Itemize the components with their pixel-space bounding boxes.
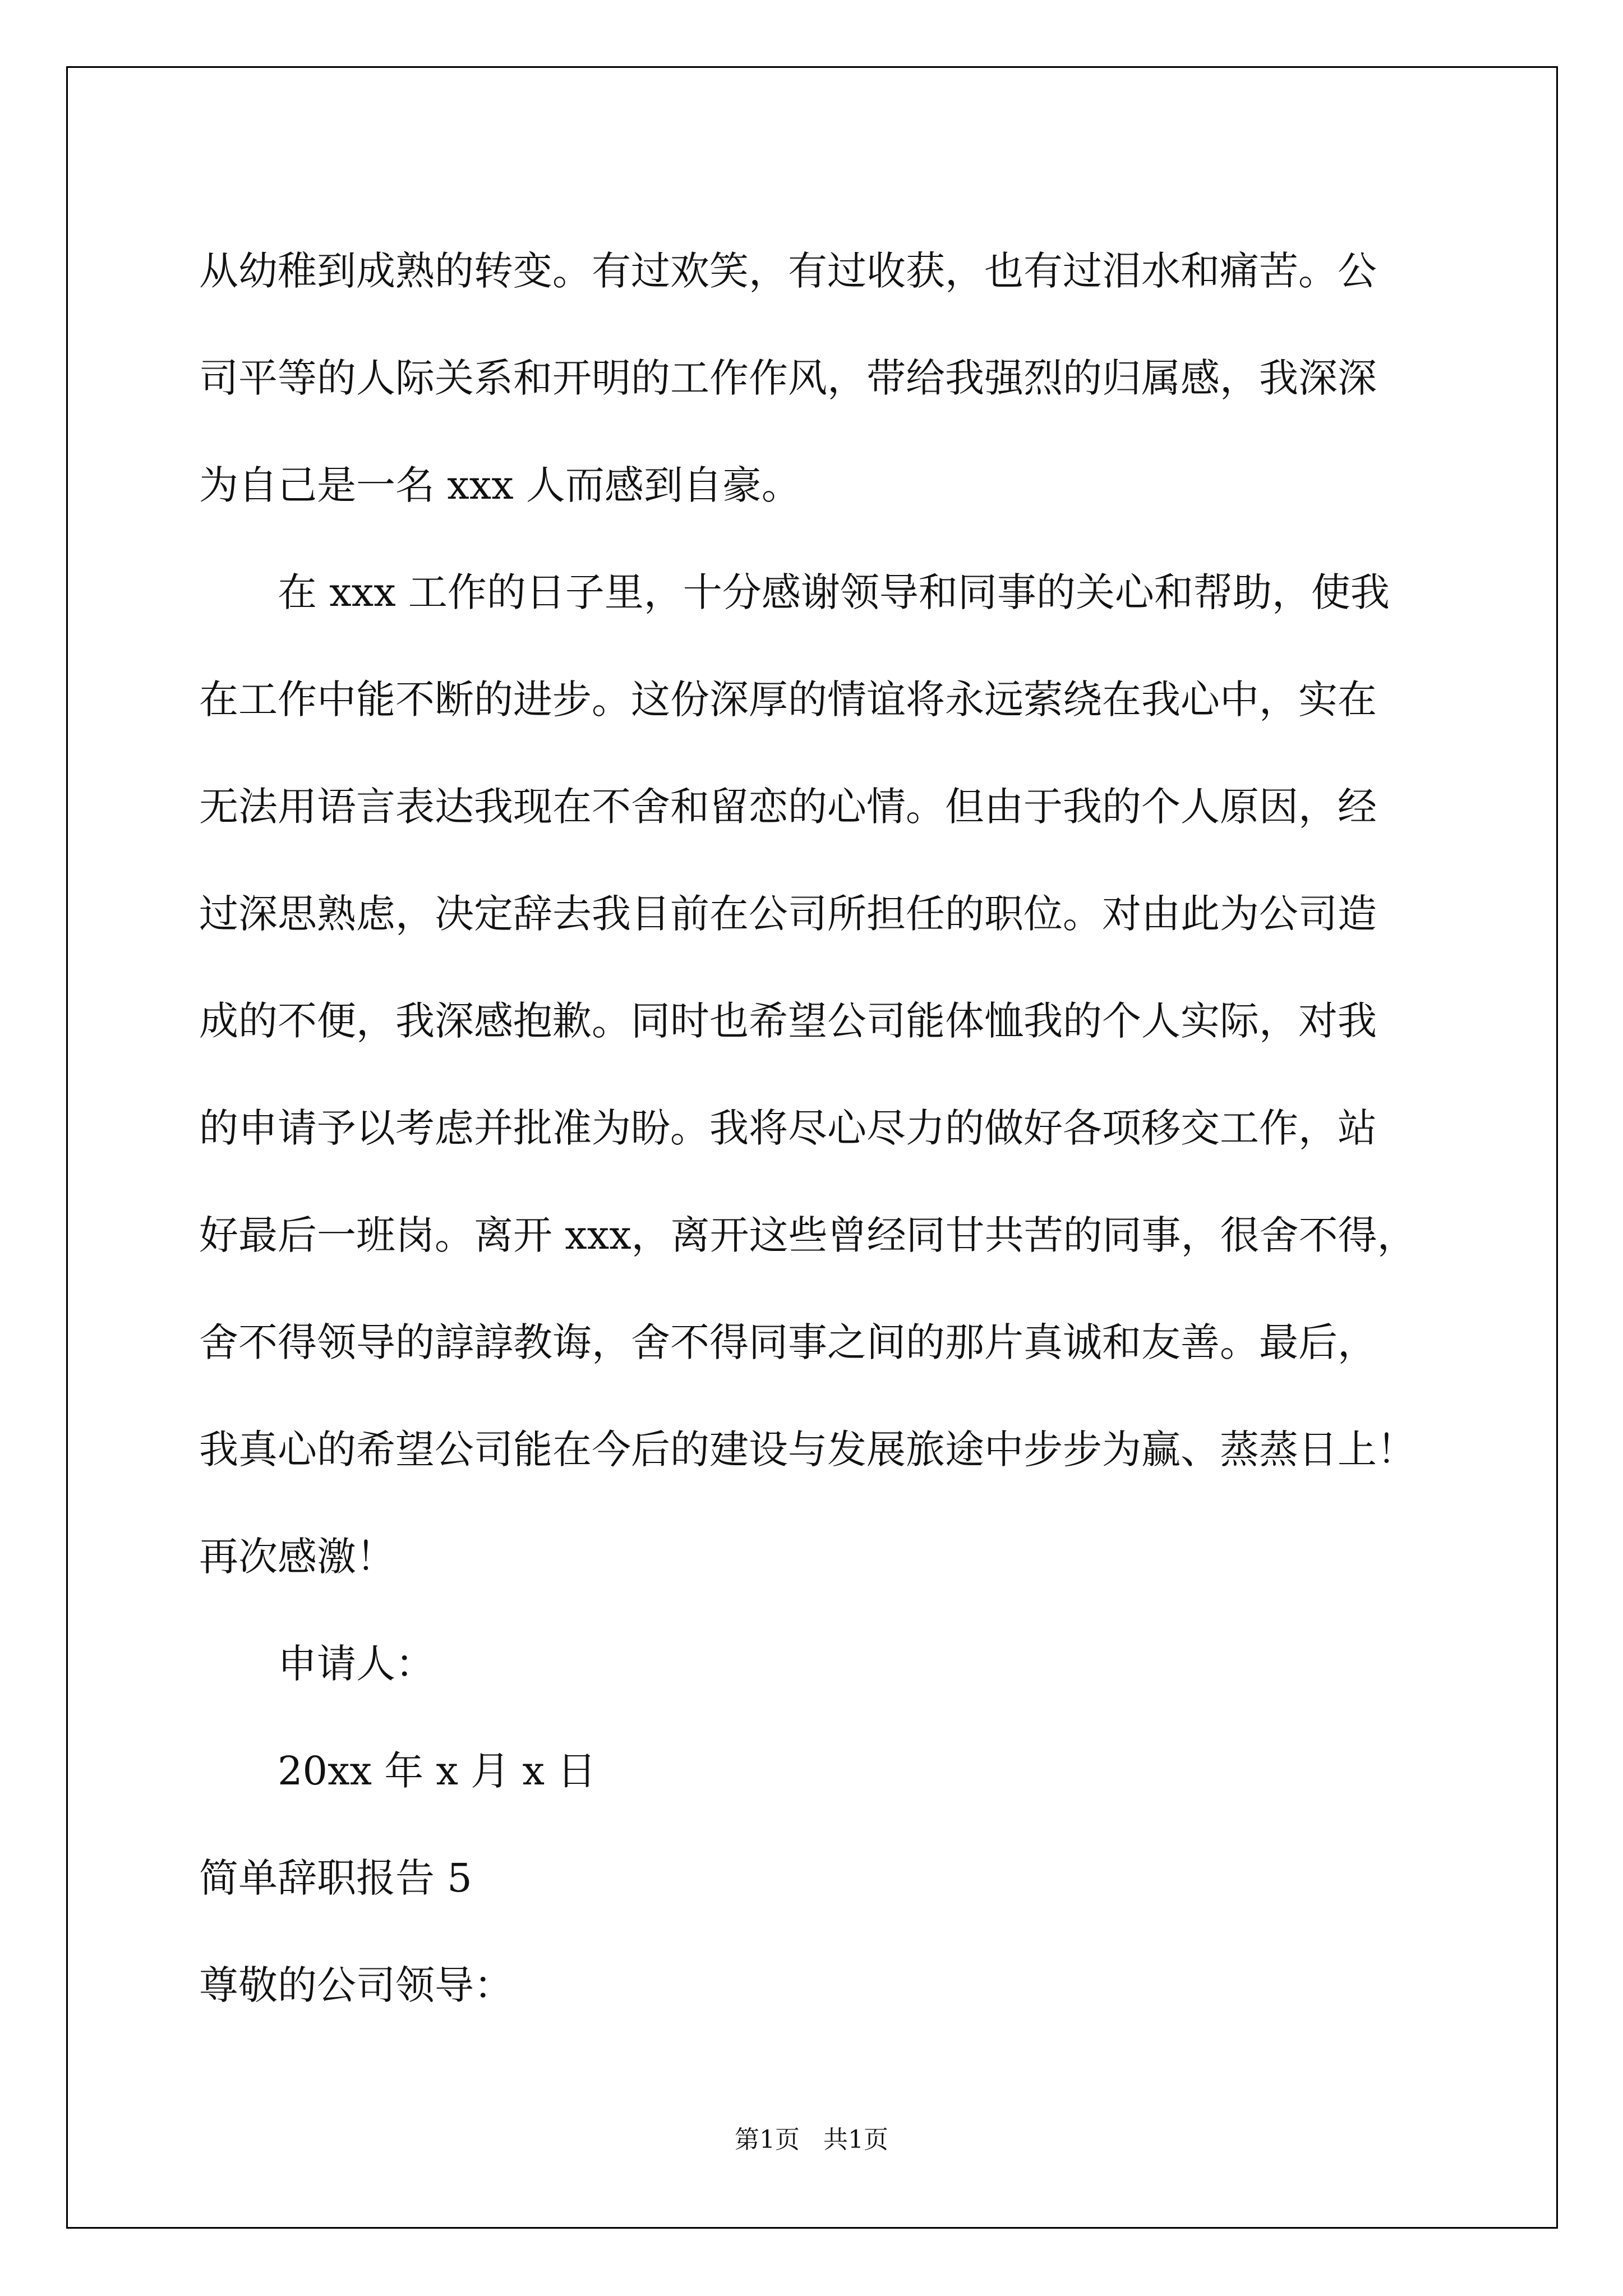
text-line: 在工作中能不断的进步。这份深厚的情谊将永远萦绕在我心中，实在 (199, 677, 1377, 723)
text-line: 过深思熟虑，决定辞去我目前在公司所担任的职位。对由此为公司造 (199, 891, 1377, 937)
text-line: 在 xxx 工作的日子里，十分感谢领导和同事的关心和帮助，使我 (278, 569, 1390, 615)
text-line: 司平等的人际关系和开明的工作作风，带给我强烈的归属感，我深深 (199, 355, 1377, 401)
section-title: 简单辞职报告 5 (199, 1855, 472, 1901)
text-line: 为自己是一名 xxx 人而感到自豪。 (199, 462, 801, 508)
document-body (199, 218, 1450, 2039)
applicant-label: 申请人： (278, 1641, 435, 1687)
text-line: 舍不得领导的諄諄教诲，舍不得同事之间的那片真诚和友善。最后， (199, 1319, 1377, 1365)
text-line: 成的不便，我深感抱歉。同时也希望公司能体恤我的个人实际，对我 (199, 998, 1377, 1044)
letter-date: 20xx 年 x 月 x 日 (278, 1748, 597, 1794)
text-line: 无法用语言表达我现在不舍和留恋的心情。但由于我的个人原因，经 (199, 784, 1377, 830)
page-footer: 第1页 共1页 (735, 2125, 888, 2154)
salutation: 尊敬的公司领导： (199, 1962, 513, 2008)
text-line: 再次感激！ (199, 1534, 395, 1580)
text-line: 从幼稚到成熟的转变。有过欢笑，有过收获，也有过泪水和痛苦。公 (199, 248, 1377, 294)
text-line: 的申请予以考虑并批准为盼。我将尽心尽力的做好各项移交工作，站 (199, 1105, 1377, 1151)
text-line: 好最后一班岗。离开 xxx，离开这些曾经同甘共苦的同事，很舍不得， (199, 1212, 1417, 1258)
text-line: 我真心的希望公司能在今后的建设与发展旅途中步步为赢、蒸蒸日上！ (199, 1427, 1416, 1473)
